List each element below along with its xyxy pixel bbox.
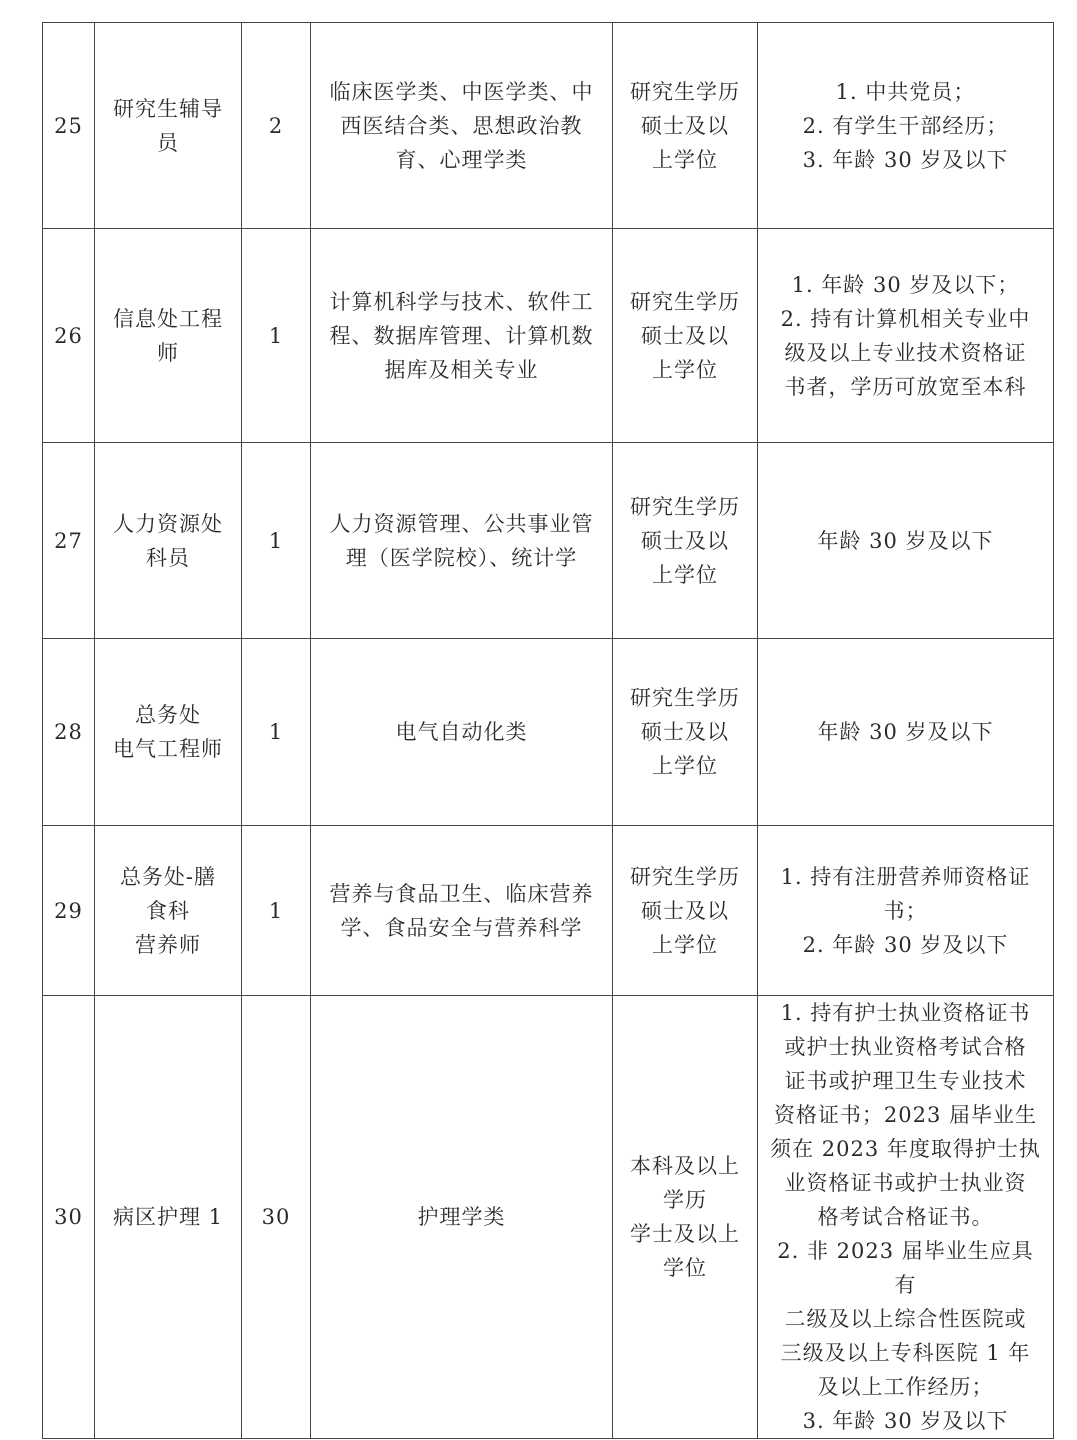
education-requirement: 研究生学历 硕士及以 上学位: [613, 229, 758, 443]
major-requirement: 电气自动化类: [311, 639, 613, 826]
other-requirements: 年龄 30 岁及以下: [758, 443, 1054, 639]
row-number: 25: [43, 23, 95, 229]
table-row: [43, 443, 1054, 639]
position-name: 研究生辅导 员: [95, 23, 242, 229]
table-row: [43, 23, 1054, 229]
position-name: 病区护理 1: [95, 996, 242, 1439]
hiring-count: 1: [242, 229, 311, 443]
hiring-count: 2: [242, 23, 311, 229]
other-requirements: 1. 持有护士执业资格证书 或护士执业资格考试合格 证书或护理卫生专业技术 资格证书；2023 届毕业生 须在 2023 年度取得护士执 业资格证书或护士执业资 格考试合格证书。 2. 非 2023 届毕业生应具有 二级及以上综合性医院或 三级及以上专科医院 1 年 及以上工作经历； 3. 年龄 30 岁及以下: [758, 996, 1054, 1439]
major-requirement: 人力资源管理、公共事业管 理（医学院校）、统计学: [311, 443, 613, 639]
row-number: 30: [43, 996, 95, 1439]
education-requirement: 研究生学历 硕士及以 上学位: [613, 443, 758, 639]
other-requirements: 1. 中共党员； 2. 有学生干部经历； 3. 年龄 30 岁及以下: [758, 23, 1054, 229]
major-requirement: 营养与食品卫生、临床营养 学、食品安全与营养科学: [311, 826, 613, 996]
row-number: 28: [43, 639, 95, 826]
other-requirements: 1. 持有注册营养师资格证 书； 2. 年龄 30 岁及以下: [758, 826, 1054, 996]
other-requirements: 年龄 30 岁及以下: [758, 639, 1054, 826]
hiring-count: 1: [242, 443, 311, 639]
education-requirement: 研究生学历 硕士及以 上学位: [613, 826, 758, 996]
major-requirement: 临床医学类、中医学类、中 西医结合类、思想政治教 育、心理学类: [311, 23, 613, 229]
position-name: 总务处-膳 食科 营养师: [95, 826, 242, 996]
education-requirement: 本科及以上 学历 学士及以上 学位: [613, 996, 758, 1439]
table-row: [43, 996, 1054, 1439]
other-requirements: 1. 年龄 30 岁及以下； 2. 持有计算机相关专业中 级及以上专业技术资格证 书者，学历可放宽至本科: [758, 229, 1054, 443]
education-requirement: 研究生学历 硕士及以 上学位: [613, 23, 758, 229]
row-number: 26: [43, 229, 95, 443]
table-row: [43, 639, 1054, 826]
position-name: 总务处 电气工程师: [95, 639, 242, 826]
position-name: 信息处工程 师: [95, 229, 242, 443]
position-name: 人力资源处 科员: [95, 443, 242, 639]
table-row: [43, 229, 1054, 443]
row-number: 29: [43, 826, 95, 996]
major-requirement: 计算机科学与技术、软件工 程、数据库管理、计算机数 据库及相关专业: [311, 229, 613, 443]
education-requirement: 研究生学历 硕士及以 上学位: [613, 639, 758, 826]
recruitment-table: [42, 22, 1054, 1439]
table-row: [43, 826, 1054, 996]
major-requirement: 护理学类: [311, 996, 613, 1439]
hiring-count: 1: [242, 639, 311, 826]
hiring-count: 1: [242, 826, 311, 996]
row-number: 27: [43, 443, 95, 639]
hiring-count: 30: [242, 996, 311, 1439]
